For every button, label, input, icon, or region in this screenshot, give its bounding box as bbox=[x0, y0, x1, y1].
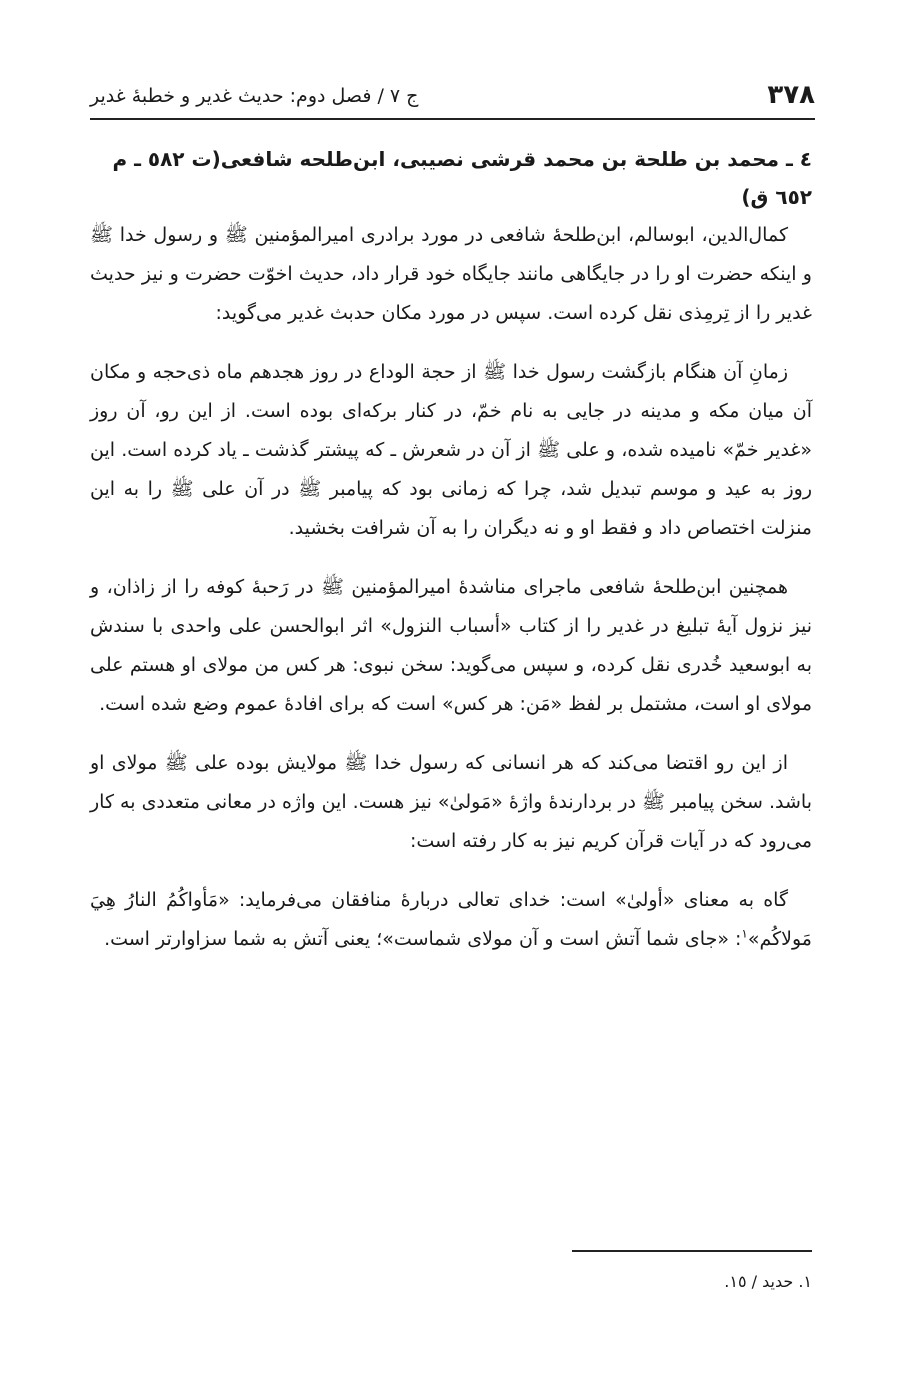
footnote-divider bbox=[572, 1250, 812, 1252]
running-header-title: ج ٧ / فصل دوم: حديث غدير و خطبهٔ غدير bbox=[90, 85, 419, 107]
section-heading: ٤ ـ محمد بن طلحة بن محمد قرشی نصيبی، ابن‌طلحه شافعی(ت ٥٨٢ ـ م ٦٥٢ ق) bbox=[112, 147, 812, 209]
paragraph-4: از اين رو اقتضا می‌كند كه هر انسانی كه رسول خدا ﷺ مولايش بوده علی ﷺ مولای او باشد. سخن پيامبر ﷺ در بردارندهٔ واژهٔ «مَولىٰ» نيز هست. اين واژه در معانی متعددی به كار می‌رود كه در آيات قرآن كريم نيز به كار رفته است: bbox=[90, 752, 812, 852]
header-divider bbox=[90, 118, 815, 120]
page-number: ٣٧٨ bbox=[767, 80, 815, 110]
footnote: ١. حديد / ١٥. bbox=[724, 1272, 812, 1291]
paragraph-3: همچنين ابن‌طلحهٔ شافعی ماجرای مناشدهٔ اميرالمؤمنين ﷺ در رَحبهٔ كوفه را از زاذان، و نيز نزول آيهٔ تبليغ در غدير را از كتاب «أسباب النزول» اثر ابوالحسن علی واحدی با سندش به ابوسعيد خُدری نقل كرده، و سپس می‌گويد: سخن نبوی: هر كس من مولای او هستم علی مولای او است، مشتمل بر لفظ «مَن: هر كس» است كه برای افادهٔ عموم وضع شده است. bbox=[90, 576, 812, 715]
paragraph-5-text-b: : «جای شما آتش است و آن مولای شماست»؛ يعنی آتش به شما سزاوارتر است. bbox=[104, 928, 742, 950]
paragraph-5-text-a: گاه به معنای «أولىٰ» است: خدای تعالی دربارهٔ منافقان می‌فرمايد: «مَأواكُمُ النارُ هِيَ مَولاكُم» bbox=[90, 889, 812, 950]
page-body bbox=[90, 140, 812, 959]
footnote-reference[interactable]: ١ bbox=[741, 926, 748, 941]
paragraph-5 bbox=[90, 881, 812, 959]
paragraph-1: کمال‌الدين، ابوسالم، ابن‌طلحهٔ شافعی در مورد برادری اميرالمؤمنين ﷺ و رسول خدا ﷺ و اينكه حضرت او را در جايگاهی مانند جايگاه خود قرار داد، حديث اخوّت حضرت و نيز حديث غدير را از تِرمِذی نقل كرده است. سپس در مورد مكان حدبث غدير می‌گويد: bbox=[90, 224, 812, 324]
paragraph-2: زمانِ آن هنگام بازگشت رسول خدا ﷺ از حجة الوداع در روز هجدهم ماه ذی‌حجه و مكان آن ميان مكه و مدينه در جايی به نام خمّ، در كنار بركه‌ای بوده است. از اين رو، آن روز «غدير خمّ» ناميده شده، و علی ﷺ از آن در شعرش ـ كه پيشتر گذشت ـ ياد كرده است. اين روز به عيد و موسم تبديل شد، چرا كه زمانی بود كه پيامبر ﷺ در آن علی ﷺ را به اين منزلت اختصاص داد و فقط او و نه ديگران را به آن شرافت بخشيد. bbox=[90, 361, 812, 539]
running-header bbox=[90, 70, 815, 110]
